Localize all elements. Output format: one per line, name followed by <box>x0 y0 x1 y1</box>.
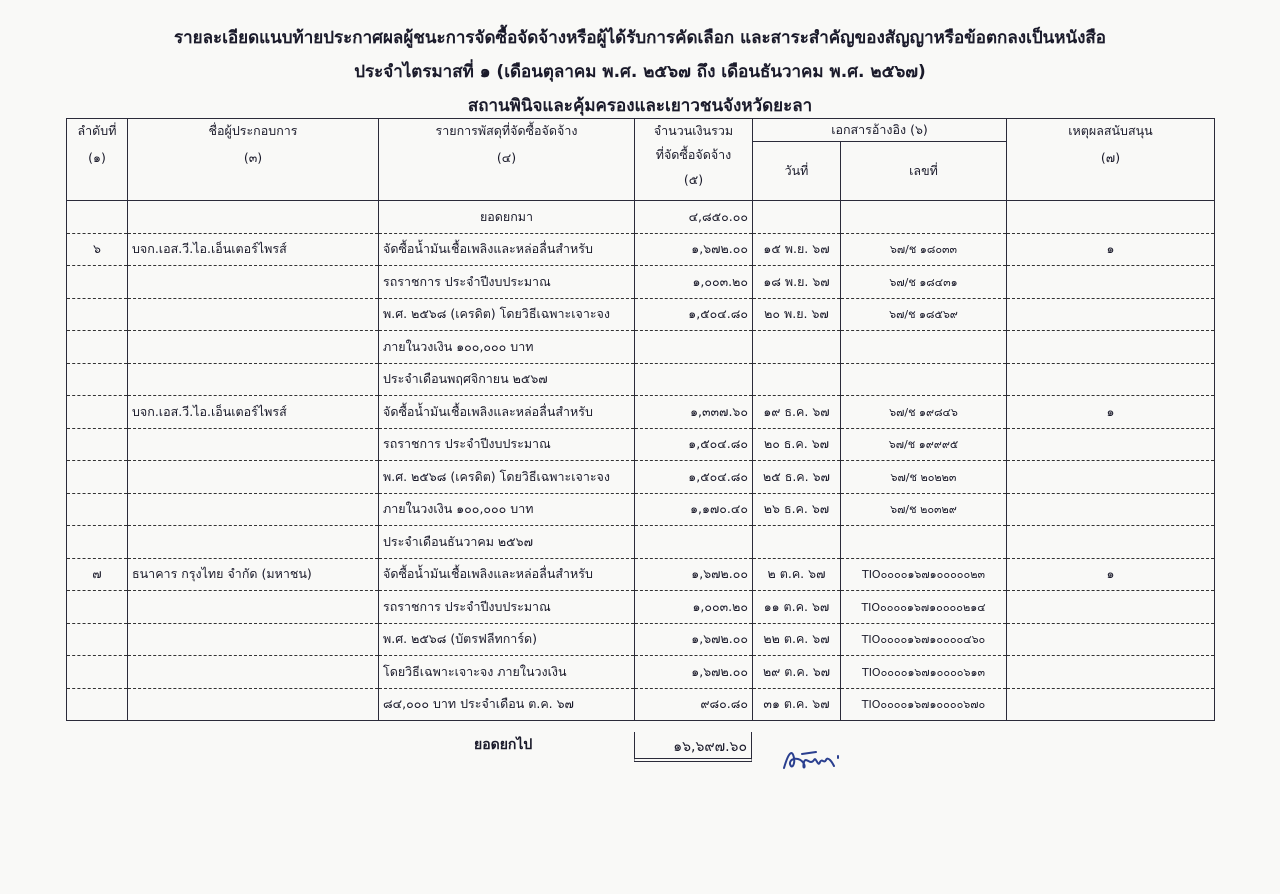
row-item: ประจำเดือนพฤศจิกายน ๒๕๖๗ <box>379 363 635 396</box>
row-item: จัดซื้อน้ำมันเชื้อเพลิงและหล่อลื่นสำหรับ <box>379 233 635 266</box>
row-date: ๑๕ พ.ย. ๖๗ <box>753 233 841 266</box>
row-reason <box>1007 623 1215 656</box>
row-date: ๒๐ ธ.ค. ๖๗ <box>753 428 841 461</box>
row-docno: ๖๗/ช ๑๙๘๔๖ <box>841 396 1007 429</box>
row-date: ๑๑ ต.ค. ๖๗ <box>753 591 841 624</box>
row-docno: ๖๗/ช ๑๘๐๓๓ <box>841 233 1007 266</box>
row-reason <box>1007 688 1215 721</box>
row-docno <box>841 331 1007 364</box>
row-date <box>753 201 841 234</box>
row-docno: TIO๐๐๐๐๑๖๗๑๐๐๐๐๒๑๔ <box>841 591 1007 624</box>
row-reason <box>1007 201 1215 234</box>
row-docno: ๖๗/ช ๒๐๓๒๙ <box>841 493 1007 526</box>
row-vendor <box>128 298 379 331</box>
row-amount: ๑,๓๓๗.๖๐ <box>635 396 753 429</box>
row-amount: ๑,๐๐๓.๒๐ <box>635 591 753 624</box>
row-amount: ๑,๐๐๓.๒๐ <box>635 266 753 299</box>
row-reason <box>1007 656 1215 689</box>
table-row <box>67 331 1215 364</box>
row-date: ๒๕ ธ.ค. ๖๗ <box>753 461 841 494</box>
row-amount: ๑,๖๗๒.๐๐ <box>635 558 753 591</box>
table-row <box>67 558 1215 591</box>
row-seq <box>67 201 128 234</box>
row-amount: ๑,๕๐๔.๘๐ <box>635 298 753 331</box>
row-item: จัดซื้อน้ำมันเชื้อเพลิงและหล่อลื่นสำหรับ <box>379 396 635 429</box>
signature <box>780 742 850 776</box>
row-seq <box>67 656 128 689</box>
row-docno: TIO๐๐๐๐๑๖๗๑๐๐๐๐๐๒๓ <box>841 558 1007 591</box>
row-docno: TIO๐๐๐๐๑๖๗๑๐๐๐๐๔๖๐ <box>841 623 1007 656</box>
header-date: วันที่ <box>753 142 841 201</box>
row-item: ภายในวงเงิน ๑๐๐,๐๐๐ บาท <box>379 493 635 526</box>
row-seq <box>67 266 128 299</box>
row-date: ๒๖ ธ.ค. ๖๗ <box>753 493 841 526</box>
row-vendor <box>128 656 379 689</box>
row-item: พ.ศ. ๒๕๖๘ (บัตรฟลีทการ์ด) <box>379 623 635 656</box>
row-item: รถราชการ ประจำปีงบประมาณ <box>379 428 635 461</box>
table-row <box>67 493 1215 526</box>
row-date <box>753 363 841 396</box>
table-row <box>67 233 1215 266</box>
row-vendor <box>128 266 379 299</box>
row-item: โดยวิธีเฉพาะเจาะจง ภายในวงเงิน <box>379 656 635 689</box>
quarter-subtitle: ประจำไตรมาสที่ ๑ (เดือนตุลาคม พ.ศ. ๒๕๖๗ ถึง เดือนธันวาคม พ.ศ. ๒๕๖๗) <box>354 62 926 82</box>
row-amount: ๑,๕๐๔.๘๐ <box>635 428 753 461</box>
header-item: รายการพัสดุที่จัดซื้อจัดจ้าง (๔) <box>379 119 635 201</box>
row-item: พ.ศ. ๒๕๖๘ (เครดิต) โดยวิธีเฉพาะเจาะจง <box>379 298 635 331</box>
row-docno: ๖๗/ช ๑๙๙๙๕ <box>841 428 1007 461</box>
carry-forward-label: ยอดยกไป <box>474 737 533 753</box>
row-seq <box>67 461 128 494</box>
row-docno: ๖๗/ช ๑๘๔๓๑ <box>841 266 1007 299</box>
table-row <box>67 298 1215 331</box>
row-reason <box>1007 266 1215 299</box>
row-date: ๑๘ พ.ย. ๖๗ <box>753 266 841 299</box>
row-seq <box>67 363 128 396</box>
row-amount: ๑,๖๗๒.๐๐ <box>635 623 753 656</box>
carry-forward-amount: ๑๖,๖๙๗.๖๐ <box>634 732 752 762</box>
row-seq: ๗ <box>67 558 128 591</box>
row-item: ภายในวงเงิน ๑๐๐,๐๐๐ บาท <box>379 331 635 364</box>
row-seq <box>67 428 128 461</box>
row-amount: ๙๘๐.๘๐ <box>635 688 753 721</box>
table-row <box>67 688 1215 721</box>
row-date: ๒๙ ต.ค. ๖๗ <box>753 656 841 689</box>
header-docno: เลขที่ <box>841 142 1007 201</box>
row-vendor <box>128 526 379 559</box>
row-vendor <box>128 623 379 656</box>
row-amount: ๑,๖๗๒.๐๐ <box>635 656 753 689</box>
table-row <box>67 591 1215 624</box>
row-docno: TIO๐๐๐๐๑๖๗๑๐๐๐๐๖๗๐ <box>841 688 1007 721</box>
table-row <box>67 396 1215 429</box>
row-amount: ๔,๘๕๐.๐๐ <box>635 201 753 234</box>
row-reason <box>1007 428 1215 461</box>
row-seq <box>67 591 128 624</box>
row-reason <box>1007 298 1215 331</box>
row-reason: ๑ <box>1007 233 1215 266</box>
row-reason <box>1007 461 1215 494</box>
table-row <box>67 363 1215 396</box>
header-reason: เหตุผลสนับสนุน (๗) <box>1007 119 1215 201</box>
row-seq <box>67 526 128 559</box>
row-amount: ๑,๑๗๐.๔๐ <box>635 493 753 526</box>
row-date: ๒๒ ต.ค. ๖๗ <box>753 623 841 656</box>
table-row <box>67 623 1215 656</box>
row-reason <box>1007 591 1215 624</box>
row-date: ๒๐ พ.ย. ๖๗ <box>753 298 841 331</box>
row-amount <box>635 526 753 559</box>
row-vendor <box>128 201 379 234</box>
row-vendor <box>128 688 379 721</box>
row-vendor <box>128 331 379 364</box>
procurement-table <box>66 118 1215 721</box>
row-date: ๑๙ ธ.ค. ๖๗ <box>753 396 841 429</box>
row-vendor <box>128 363 379 396</box>
row-vendor <box>128 493 379 526</box>
row-date: ๓๑ ต.ค. ๖๗ <box>753 688 841 721</box>
table-row <box>67 428 1215 461</box>
row-reason <box>1007 526 1215 559</box>
document-title: รายละเอียดแนบท้ายประกาศผลผู้ชนะการจัดซื้อจัดจ้างหรือผู้ได้รับการคัดเลือก และสาระสำคัญของสัญญาหรือข้อตกลงเป็นหนังสือ <box>173 28 1107 48</box>
row-vendor <box>128 461 379 494</box>
row-seq <box>67 298 128 331</box>
table-row <box>67 526 1215 559</box>
row-item: ๘๔,๐๐๐ บาท ประจำเดือน ต.ค. ๖๗ <box>379 688 635 721</box>
table-row <box>67 201 1215 234</box>
row-date <box>753 331 841 364</box>
row-vendor <box>128 591 379 624</box>
table-row <box>67 656 1215 689</box>
row-docno <box>841 201 1007 234</box>
row-seq <box>67 396 128 429</box>
header-seq: ลำดับที่ (๑) <box>67 119 128 201</box>
row-vendor: บจก.เอส.วี.ไอ.เอ็นเตอร์ไพรส์ <box>128 396 379 429</box>
row-item: ยอดยกมา <box>379 201 635 234</box>
row-reason <box>1007 363 1215 396</box>
row-seq: ๖ <box>67 233 128 266</box>
row-item: พ.ศ. ๒๕๖๘ (เครดิต) โดยวิธีเฉพาะเจาะจง <box>379 461 635 494</box>
header-vendor: ชื่อผู้ประกอบการ (๓) <box>128 119 379 201</box>
row-date: ๒ ต.ค. ๖๗ <box>753 558 841 591</box>
row-amount: ๑,๖๗๒.๐๐ <box>635 233 753 266</box>
row-docno: ๖๗/ช ๒๐๒๒๓ <box>841 461 1007 494</box>
row-reason: ๑ <box>1007 396 1215 429</box>
row-vendor <box>128 428 379 461</box>
row-docno <box>841 363 1007 396</box>
row-reason <box>1007 331 1215 364</box>
header-amount: จำนวนเงินรวม ที่จัดซื้อจัดจ้าง (๕) <box>635 119 753 201</box>
table-row <box>67 461 1215 494</box>
row-item: ประจำเดือนธันวาคม ๒๕๖๗ <box>379 526 635 559</box>
row-seq <box>67 623 128 656</box>
table-row <box>67 266 1215 299</box>
header-reference: เอกสารอ้างอิง (๖) <box>753 119 1007 142</box>
row-item: จัดซื้อน้ำมันเชื้อเพลิงและหล่อลื่นสำหรับ <box>379 558 635 591</box>
row-reason: ๑ <box>1007 558 1215 591</box>
row-vendor: บจก.เอส.วี.ไอ.เอ็นเตอร์ไพรส์ <box>128 233 379 266</box>
row-docno: ๖๗/ช ๑๘๕๖๙ <box>841 298 1007 331</box>
row-amount <box>635 363 753 396</box>
row-amount <box>635 331 753 364</box>
row-seq <box>67 493 128 526</box>
row-vendor: ธนาคาร กรุงไทย จำกัด (มหาชน) <box>128 558 379 591</box>
row-item: รถราชการ ประจำปีงบประมาณ <box>379 591 635 624</box>
row-reason <box>1007 493 1215 526</box>
row-item: รถราชการ ประจำปีงบประมาณ <box>379 266 635 299</box>
row-seq <box>67 688 128 721</box>
row-amount: ๑,๕๐๔.๘๐ <box>635 461 753 494</box>
row-docno: TIO๐๐๐๐๑๖๗๑๐๐๐๐๖๑๓ <box>841 656 1007 689</box>
row-docno <box>841 526 1007 559</box>
row-seq <box>67 331 128 364</box>
row-date <box>753 526 841 559</box>
agency-name: สถานพินิจและคุ้มครองและเยาวชนจังหวัดยะลา <box>467 96 813 116</box>
